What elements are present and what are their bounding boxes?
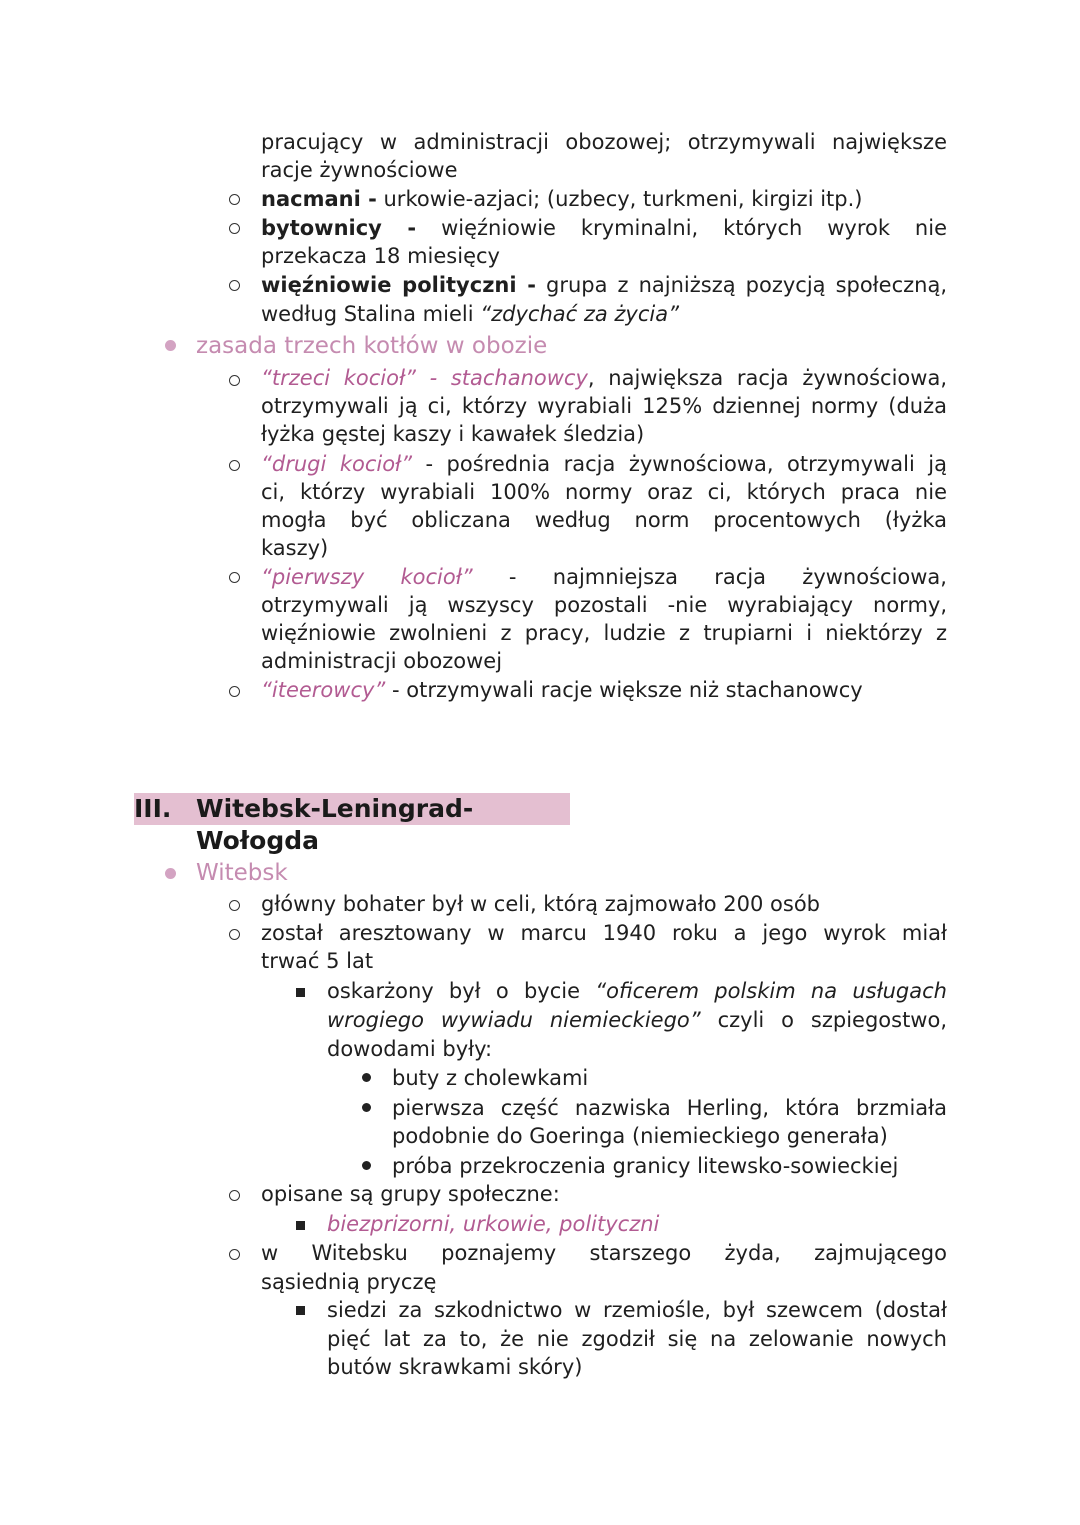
list-item-trzeci-cont: łyżka gęstej kaszy i kawałek śledzia)	[261, 422, 645, 446]
list-item-pierwszy-cont: otrzymywali ją wszyscy pozostali -nie wyrabiający normy,	[261, 593, 947, 617]
section-heading-iii	[134, 793, 570, 855]
list-item-nacmani: nacmani - urkowie-azjaci; (uzbecy, turkmeni, kirgizi itp.)	[261, 187, 863, 211]
section-title: Witebsk-Leningrad-Wołogda	[196, 794, 474, 855]
list-item-dowod: pierwsza część nazwiska Herling, która brzmiała	[392, 1096, 947, 1120]
list-item-iteerowcy: “iteerowcy” - otrzymywali racje większe niż stachanowcy	[261, 678, 863, 702]
bullet-circle-icon	[229, 572, 240, 583]
list-item-dowod: próba przekroczenia granicy litewsko-sowieckiej	[392, 1154, 899, 1178]
bullet-square-icon	[296, 1306, 305, 1315]
list-item-polityczni: więźniowie polityczni - grupa z najniższą pozycją społeczną,	[261, 273, 947, 297]
bullet-square-icon	[296, 1221, 305, 1230]
list-item-pierwszy-cont: administracji obozowej	[261, 649, 503, 673]
list-item-bytownicy: bytownicy - więźniowie kryminalni, których wyrok nie	[261, 216, 947, 240]
bullet-circle-icon	[229, 280, 240, 291]
list-item-aresztowanie-cont: trwać 5 lat	[261, 949, 374, 973]
bullet-circle-icon	[229, 194, 240, 205]
list-item-pierwszy-cont: więźniowie zwolnieni z pracy, ludzie z trupiarni i niektórzy z	[261, 621, 947, 645]
bullet-dot-icon	[362, 1103, 371, 1112]
subheading-witebsk: Witebsk	[196, 860, 288, 886]
bullet-dot-icon	[165, 340, 176, 351]
list-item-drugi-kociol: “drugi kocioł” - pośrednia racja żywnościowa, otrzymywali ją	[261, 452, 947, 476]
bullet-circle-icon	[229, 686, 240, 697]
list-item-trzeci-kociol: “trzeci kocioł” - stachanowcy, największa racja żywnościowa,	[261, 366, 947, 390]
list-item-grupy: opisane są grupy społeczne:	[261, 1182, 560, 1206]
bullet-circle-icon	[229, 375, 240, 386]
section-heading-kotly: zasada trzech kotłów w obozie	[196, 333, 548, 359]
list-item-dowod: buty z cholewkami	[392, 1066, 589, 1090]
list-item-szewc-cont: pięć lat za to, że nie zgodził się na zelowanie nowych	[327, 1327, 947, 1351]
list-item-zyd-cont: sąsiednią pryczę	[261, 1270, 437, 1294]
bullet-circle-icon	[229, 1249, 240, 1260]
bullet-circle-icon	[229, 223, 240, 234]
list-item-aresztowanie: został aresztowany w marcu 1940 roku a jego wyrok miał	[261, 921, 947, 945]
continuation-text: racje żywnościowe	[261, 158, 458, 182]
bullet-dot-icon	[362, 1073, 371, 1082]
bullet-dot-icon	[362, 1161, 371, 1170]
list-item-pierwszy-kociol: “pierwszy kocioł” - najmniejsza racja żywnościowa,	[261, 565, 947, 589]
list-item-cela: główny bohater był w celi, którą zajmowało 200 osób	[261, 892, 821, 916]
bullet-circle-icon	[229, 460, 240, 471]
list-item-trzeci-cont: otrzymywali ją ci, którzy wyrabiali 125% dziennej normy (duża	[261, 394, 947, 418]
bullet-dot-icon	[165, 868, 176, 879]
continuation-text: pracujący w administracji obozowej; otrzymywali największe	[261, 130, 947, 154]
bullet-circle-icon	[229, 929, 240, 940]
list-item-zyd: w Witebsku poznajemy starszego żyda, zajmującego	[261, 1241, 947, 1265]
list-item-drugi-cont: mogła być obliczana według norm procentowych (łyżka	[261, 508, 947, 532]
list-item-oskarzenie-cont: wrogiego wywiadu niemieckiego” czyli o szpiegostwo,	[327, 1008, 948, 1032]
list-item-bytownicy-cont: przekacza 18 miesięcy	[261, 244, 500, 268]
list-item-drugi-cont: ci, którzy wyrabiali 100% normy oraz ci, których praca nie	[261, 480, 947, 504]
list-item-oskarzenie: oskarżony był o bycie “oficerem polskim na usługach	[327, 979, 947, 1003]
list-item-szewc: siedzi za szkodnictwo w rzemiośle, był szewcem (dostał	[327, 1298, 947, 1322]
bullet-circle-icon	[229, 1190, 240, 1201]
bullet-square-icon	[296, 988, 305, 997]
list-item-drugi-cont: kaszy)	[261, 536, 329, 560]
list-item-dowod-cont: podobnie do Goeringa (niemieckiego generała)	[392, 1124, 888, 1148]
bullet-circle-icon	[229, 900, 240, 911]
list-item-szewc-cont: butów skrawkami skóry)	[327, 1355, 583, 1379]
list-item-grupy-lista: biezprizorni, urkowie, polityczni	[327, 1212, 660, 1236]
list-item-oskarzenie-cont: dowodami były:	[327, 1037, 493, 1061]
list-item-polityczni-cont: według Stalina mieli “zdychać za życia”	[261, 302, 679, 326]
section-number: III.	[134, 794, 172, 823]
